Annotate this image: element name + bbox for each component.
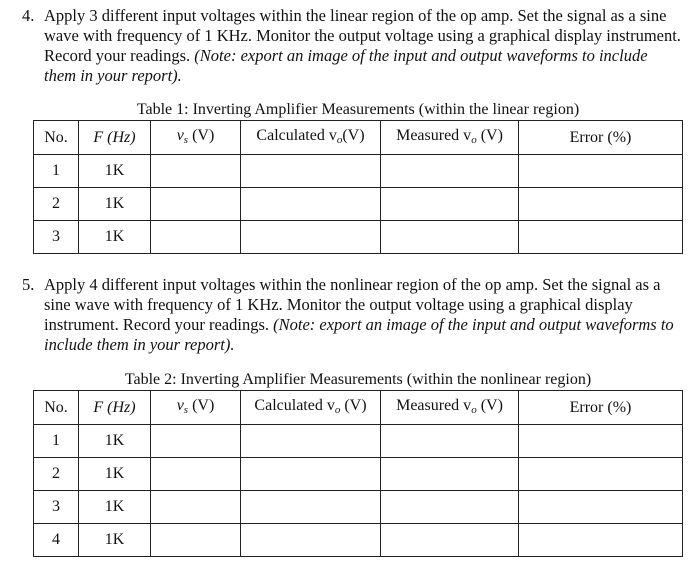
cell-no: 1 [34, 425, 79, 458]
header-vs-subscript: s [183, 403, 189, 416]
cell-frequency: 1K [79, 425, 151, 458]
cell-error[interactable] [519, 188, 683, 221]
table-row [34, 221, 683, 254]
table-row [34, 458, 683, 491]
task-5-note: (Note: export an image of the input and output waveforms to include them in your report). [44, 315, 674, 354]
cell-calculated[interactable] [241, 458, 381, 491]
cell-frequency: 1K [79, 188, 151, 221]
table-row [34, 425, 683, 458]
cell-vs[interactable] [151, 491, 241, 524]
cell-no: 1 [34, 155, 79, 188]
cell-frequency: 1K [79, 221, 151, 254]
cell-no: 2 [34, 458, 79, 491]
cell-calculated[interactable] [241, 425, 381, 458]
table-row [34, 155, 683, 188]
cell-frequency: 1K [79, 155, 151, 188]
cell-vs[interactable] [151, 458, 241, 491]
task-5-number: 5. [22, 275, 35, 294]
table-1-header-row [34, 121, 683, 155]
cell-measured[interactable] [381, 491, 519, 524]
table-row [34, 188, 683, 221]
cell-error[interactable] [519, 458, 683, 491]
header-calculated-label: Calculated v [256, 126, 337, 144]
header-calculated-unit: (V) [342, 126, 365, 144]
cell-error[interactable] [519, 491, 683, 524]
cell-no: 2 [34, 188, 79, 221]
table-2 [33, 390, 683, 557]
header-calculated-vo [241, 391, 381, 425]
cell-measured[interactable] [381, 524, 519, 557]
header-measured-vo [381, 391, 519, 425]
cell-frequency: 1K [79, 458, 151, 491]
task-4 [22, 6, 682, 86]
header-measured-unit: (V) [476, 396, 503, 414]
header-vs-unit: (V) [188, 126, 215, 144]
task-5-text: Apply 4 different input voltages within the nonlinear region of the op amp. Set the signal as a sine wave with frequency of 1 KHz. Monitor the output voltage using a graphical display instrument. Record your readings. [44, 275, 661, 334]
header-measured-unit: (V) [476, 126, 503, 144]
header-calculated-vo [241, 121, 381, 155]
header-vs-unit: (V) [188, 396, 215, 414]
header-calculated-subscript: o [336, 133, 343, 146]
table-2-caption: Table 2: Inverting Amplifier Measurements (within the nonlinear region) [124, 371, 592, 388]
header-measured-label: Measured v [396, 126, 472, 144]
cell-frequency: 1K [79, 524, 151, 557]
header-measured-vo [381, 121, 519, 155]
cell-no: 3 [34, 221, 79, 254]
cell-measured[interactable] [381, 155, 519, 188]
cell-frequency: 1K [79, 491, 151, 524]
cell-vs[interactable] [151, 155, 241, 188]
header-measured-label: Measured v [396, 396, 472, 414]
header-calculated-label: Calculated v [254, 396, 335, 414]
task-4-note: (Note: export an image of the input and output waveforms to include them in your report). [44, 46, 648, 85]
header-vs-symbol: v [176, 126, 184, 144]
header-vs [151, 391, 241, 425]
cell-error[interactable] [519, 221, 683, 254]
header-frequency: F (Hz) [79, 121, 151, 155]
task-4-number: 4. [22, 6, 35, 25]
cell-error[interactable] [519, 425, 683, 458]
cell-no: 3 [34, 491, 79, 524]
cell-vs[interactable] [151, 188, 241, 221]
header-error: Error (%) [519, 121, 683, 155]
cell-calculated[interactable] [241, 155, 381, 188]
table-row [34, 491, 683, 524]
header-vs-subscript: s [183, 133, 189, 146]
cell-measured[interactable] [381, 221, 519, 254]
header-vs [151, 121, 241, 155]
header-calculated-unit: (V) [340, 396, 367, 414]
cell-error[interactable] [519, 155, 683, 188]
header-measured-subscript: o [471, 403, 477, 416]
table-1-caption: Table 1: Inverting Amplifier Measurements (within the linear region) [136, 101, 580, 118]
header-frequency: F (Hz) [79, 391, 151, 425]
table-2-header-row [34, 391, 683, 425]
task-4-text: Apply 3 different input voltages within the linear region of the op amp. Set the signal as a sine wave with frequency of 1 KHz. Monitor the output voltage using a graphical display instrument. Record your readings. [44, 6, 681, 65]
task-5 [22, 275, 682, 355]
cell-calculated[interactable] [241, 188, 381, 221]
table-1 [33, 120, 683, 254]
cell-vs[interactable] [151, 425, 241, 458]
cell-measured[interactable] [381, 188, 519, 221]
cell-no: 4 [34, 524, 79, 557]
cell-vs[interactable] [151, 221, 241, 254]
header-no: No. [34, 121, 79, 155]
cell-vs[interactable] [151, 524, 241, 557]
cell-error[interactable] [519, 524, 683, 557]
header-no: No. [34, 391, 79, 425]
header-error: Error (%) [519, 391, 683, 425]
header-vs-symbol: v [176, 396, 184, 414]
header-measured-subscript: o [471, 133, 477, 146]
cell-calculated[interactable] [241, 491, 381, 524]
cell-calculated[interactable] [241, 221, 381, 254]
cell-measured[interactable] [381, 425, 519, 458]
header-calculated-subscript: o [334, 403, 341, 416]
table-row [34, 524, 683, 557]
cell-calculated[interactable] [241, 524, 381, 557]
cell-measured[interactable] [381, 458, 519, 491]
